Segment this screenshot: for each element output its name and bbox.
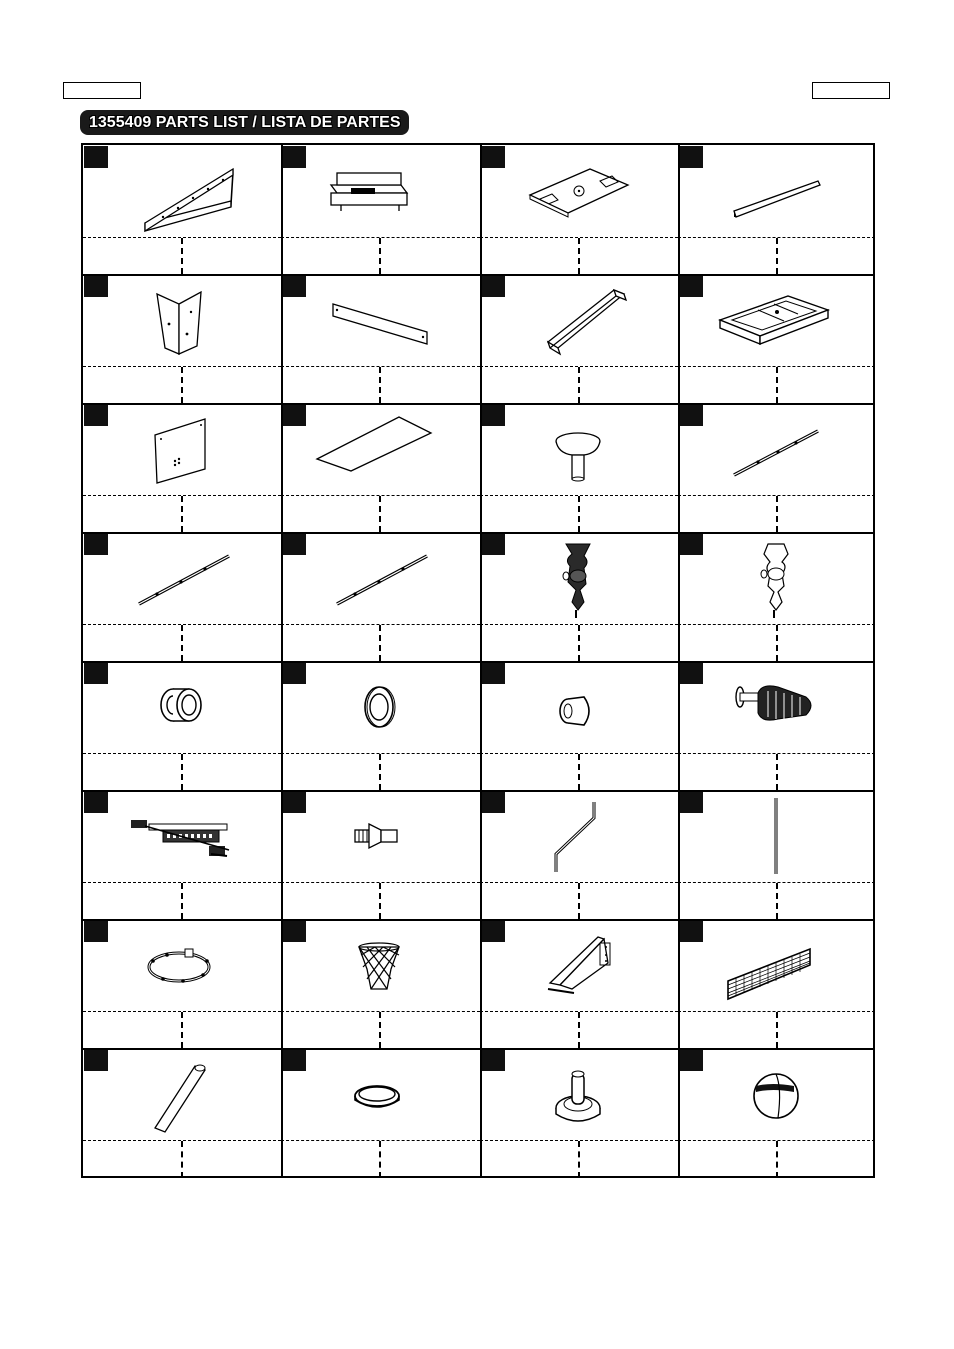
part-cell [83,403,281,532]
light-player-figure-icon [678,532,876,624]
quantity-split [776,754,778,790]
header-box-left [63,82,141,99]
thin-sheet-icon [281,403,479,495]
long-rod-icon [281,532,479,624]
row-separator [83,403,873,405]
part-cell [678,1048,875,1178]
short-rod-icon [678,403,876,495]
quantity-split [776,1141,778,1178]
ramp-bracket-icon [480,919,678,1011]
row-separator [83,919,873,921]
header-box-right [812,82,890,99]
row-separator [83,790,873,792]
mallet-icon [480,1048,678,1140]
quantity-split [578,238,580,274]
part-cell [281,790,480,919]
part-cell [83,661,281,790]
part-cell [281,661,480,790]
end-panel-icon [281,274,479,366]
o-ring-icon [281,1048,479,1140]
angle-rail-icon [480,274,678,366]
quantity-split [181,754,183,790]
part-cell [83,532,281,661]
panel-board-icon [83,403,281,495]
part-cell [480,1048,678,1178]
quantity-split [181,883,183,919]
row-separator [83,532,873,534]
quantity-split [379,1012,381,1048]
quantity-split [776,1012,778,1048]
bushing-icon [281,790,479,882]
quantity-split [181,496,183,532]
row-separator [83,274,873,276]
quantity-split [776,238,778,274]
corner-leg-icon [83,274,281,366]
tray-frame-icon [678,274,876,366]
handle-grip-icon [678,661,876,753]
playfield-icon [480,145,678,237]
parts-grid [81,143,875,1178]
flat-bar-icon [678,145,876,237]
quantity-split [776,367,778,403]
quantity-split [379,625,381,661]
quantity-split [181,1012,183,1048]
puck-ball-icon [678,1048,876,1140]
part-cell [83,145,281,274]
quantity-split [379,367,381,403]
page-title: 1355409 PARTS LIST / LISTA DE PARTES [80,110,409,135]
quantity-split [776,496,778,532]
part-cell [480,790,678,919]
quantity-split [379,238,381,274]
part-cell [83,919,281,1048]
part-cell [281,919,480,1048]
quantity-split [776,625,778,661]
quantity-split [379,883,381,919]
quantity-split [578,1141,580,1178]
quantity-split [578,496,580,532]
row-separator [83,1048,873,1050]
part-cell [83,1048,281,1178]
end-cap-icon [480,661,678,753]
tube-icon [83,1048,281,1140]
quantity-split [578,367,580,403]
long-rod-icon [83,532,281,624]
quantity-split [578,625,580,661]
part-cell [678,661,875,790]
quantity-split [578,883,580,919]
quantity-split [578,754,580,790]
part-cell [281,403,480,532]
row-separator [83,661,873,663]
quantity-split [379,754,381,790]
part-cell [83,274,281,403]
goal-box-icon [281,145,479,237]
part-cell [480,403,678,532]
mushroom-knob-icon [480,403,678,495]
dark-player-figure-icon [480,532,678,624]
part-cell [480,274,678,403]
part-cell [281,145,480,274]
side-rail-icon [83,145,281,237]
part-cell [678,790,875,919]
quantity-split [578,1012,580,1048]
part-cell [678,919,875,1048]
bent-rod-icon [480,790,678,882]
part-cell [480,919,678,1048]
mesh-net-icon [678,919,876,1011]
part-cell [678,403,875,532]
part-cell [678,145,875,274]
bumper-ring-icon [83,661,281,753]
quantity-split [776,883,778,919]
quantity-split [379,496,381,532]
part-cell [480,661,678,790]
part-cell [480,532,678,661]
part-cell [281,274,480,403]
quantity-split [181,625,183,661]
part-cell [281,532,480,661]
part-cell [480,145,678,274]
washer-icon [281,661,479,753]
part-cell [83,790,281,919]
quantity-split [181,1141,183,1178]
quantity-split [181,238,183,274]
hoop-ring-icon [83,919,281,1011]
straight-pin-icon [678,790,876,882]
part-cell [678,532,875,661]
net-icon [281,919,479,1011]
part-cell [678,274,875,403]
quantity-split [379,1141,381,1178]
part-cell [281,1048,480,1178]
quantity-split [181,367,183,403]
score-counter-icon [83,790,281,882]
